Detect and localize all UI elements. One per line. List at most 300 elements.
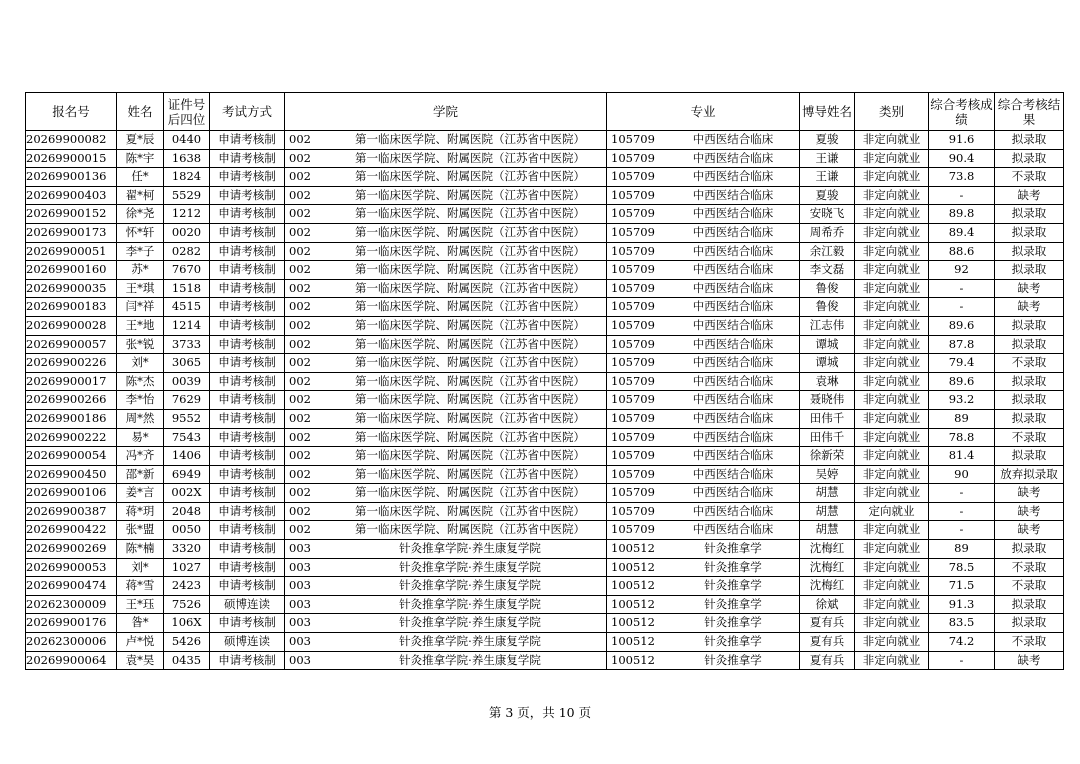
cell-id-last4: 9552: [164, 409, 210, 428]
major-code: 105709: [611, 522, 655, 537]
table-row: [26, 651, 1064, 670]
major-name: 中西医结合临床: [692, 224, 774, 239]
college-code: 003: [289, 578, 311, 593]
college-code: 002: [289, 150, 311, 165]
cell-score: 93.2: [929, 391, 995, 410]
college-name: 第一临床医学院、附属医院（江苏省中医院）: [355, 243, 585, 258]
cell-reg-no: 20269900028: [26, 316, 117, 335]
major-code: 105709: [611, 392, 655, 407]
cell-score: 89.4: [929, 223, 995, 242]
cell-result: 不录取: [995, 428, 1064, 447]
cell-college: [285, 335, 607, 354]
cell-reg-no: 20269900176: [26, 614, 117, 633]
table-row: [26, 168, 1064, 187]
college-code: 002: [289, 299, 311, 314]
cell-category: 非定向就业: [855, 223, 929, 242]
cell-major: [607, 186, 800, 205]
major-name: 中西医结合临床: [692, 429, 774, 444]
college-code: 002: [289, 280, 311, 295]
major-code: 105709: [611, 169, 655, 184]
college-code: 003: [289, 559, 311, 574]
cell-score: -: [929, 651, 995, 670]
cell-supervisor: 鲁俊: [800, 279, 855, 298]
college-name: 第一临床医学院、附属医院（江苏省中医院）: [355, 206, 585, 221]
cell-college: [285, 428, 607, 447]
cell-category: 非定向就业: [855, 465, 929, 484]
cell-exam-mode: 申请考核制: [210, 502, 285, 521]
major-name: 中西医结合临床: [692, 206, 774, 221]
college-name: 第一临床医学院、附属医院（江苏省中医院）: [355, 503, 585, 518]
cell-college: [285, 614, 607, 633]
table-header-row: [26, 93, 1064, 131]
cell-exam-mode: 硕博连读: [210, 595, 285, 614]
cell-result: 不录取: [995, 354, 1064, 373]
cell-score: 83.5: [929, 614, 995, 633]
major-code: 105709: [611, 224, 655, 239]
major-name: 中西医结合临床: [692, 317, 774, 332]
college-code: 002: [289, 224, 311, 239]
cell-supervisor: 沈梅红: [800, 558, 855, 577]
cell-score: 79.4: [929, 354, 995, 373]
cell-college: [285, 391, 607, 410]
college-name: 第一临床医学院、附属医院（江苏省中医院）: [355, 392, 585, 407]
cell-college: [285, 261, 607, 280]
cell-supervisor: 王谦: [800, 168, 855, 187]
college-name: 针灸推拿学院·养生康复学院: [399, 541, 541, 556]
cell-college: [285, 447, 607, 466]
cell-supervisor: 周希乔: [800, 223, 855, 242]
cell-id-last4: 5426: [164, 633, 210, 652]
college-code: 002: [289, 262, 311, 277]
college-code: 003: [289, 541, 311, 556]
cell-name: 姜*言: [117, 484, 164, 503]
cell-major: [607, 242, 800, 261]
cell-id-last4: 1214: [164, 316, 210, 335]
cell-id-last4: 0020: [164, 223, 210, 242]
major-name: 针灸推拿学: [704, 634, 762, 649]
cell-result: 拟录取: [995, 540, 1064, 559]
cell-name: 陈*宇: [117, 149, 164, 168]
college-code: 002: [289, 448, 311, 463]
cell-score: 91.6: [929, 131, 995, 150]
cell-id-last4: 1518: [164, 279, 210, 298]
cell-score: -: [929, 298, 995, 317]
major-code: 105709: [611, 373, 655, 388]
cell-exam-mode: 申请考核制: [210, 316, 285, 335]
cell-supervisor: 徐斌: [800, 595, 855, 614]
table-row: [26, 428, 1064, 447]
cell-id-last4: 0435: [164, 651, 210, 670]
cell-major: [607, 409, 800, 428]
header-reg-no: 报名号: [26, 93, 117, 131]
cell-name: 王*地: [117, 316, 164, 335]
cell-supervisor: 谭城: [800, 354, 855, 373]
table-row: [26, 614, 1064, 633]
table-row: [26, 521, 1064, 540]
cell-major: [607, 633, 800, 652]
table-row: [26, 465, 1064, 484]
cell-exam-mode: 申请考核制: [210, 335, 285, 354]
cell-result: 拟录取: [995, 261, 1064, 280]
cell-college: [285, 633, 607, 652]
cell-major: [607, 521, 800, 540]
cell-name: 邵*新: [117, 465, 164, 484]
cell-college: [285, 540, 607, 559]
cell-supervisor: 王谦: [800, 149, 855, 168]
major-code: 100512: [611, 652, 655, 667]
college-name: 第一临床医学院、附属医院（江苏省中医院）: [355, 485, 585, 500]
cell-category: 非定向就业: [855, 186, 929, 205]
table-row: [26, 558, 1064, 577]
cell-id-last4: 0282: [164, 242, 210, 261]
major-code: 100512: [611, 578, 655, 593]
cell-reg-no: 20269900017: [26, 372, 117, 391]
cell-major: [607, 465, 800, 484]
header-id-last4: 证件号后四位: [164, 93, 210, 131]
cell-college: [285, 558, 607, 577]
cell-result: 缺考: [995, 298, 1064, 317]
table-row: [26, 447, 1064, 466]
cell-reg-no: 20269900222: [26, 428, 117, 447]
cell-supervisor: 夏有兵: [800, 614, 855, 633]
header-name: 姓名: [117, 93, 164, 131]
cell-college: [285, 577, 607, 596]
cell-major: [607, 447, 800, 466]
header-major: 专业: [607, 93, 800, 131]
cell-college: [285, 316, 607, 335]
major-name: 中西医结合临床: [692, 299, 774, 314]
cell-supervisor: 安晓飞: [800, 205, 855, 224]
cell-score: 92: [929, 261, 995, 280]
cell-supervisor: 袁琳: [800, 372, 855, 391]
major-name: 中西医结合临床: [692, 522, 774, 537]
cell-college: [285, 149, 607, 168]
cell-name: 周*然: [117, 409, 164, 428]
table-row: [26, 354, 1064, 373]
header-college: 学院: [285, 93, 607, 131]
table-row: [26, 298, 1064, 317]
cell-exam-mode: 申请考核制: [210, 521, 285, 540]
college-name: 第一临床医学院、附属医院（江苏省中医院）: [355, 317, 585, 332]
cell-exam-mode: 申请考核制: [210, 223, 285, 242]
major-code: 105709: [611, 206, 655, 221]
cell-score: 78.5: [929, 558, 995, 577]
major-code: 105709: [611, 466, 655, 481]
cell-supervisor: 李文磊: [800, 261, 855, 280]
college-code: 002: [289, 355, 311, 370]
cell-college: [285, 595, 607, 614]
cell-category: 非定向就业: [855, 521, 929, 540]
cell-name: 张*盟: [117, 521, 164, 540]
major-name: 中西医结合临床: [692, 373, 774, 388]
cell-college: [285, 651, 607, 670]
header-exam-mode: 考试方式: [210, 93, 285, 131]
cell-major: [607, 540, 800, 559]
cell-supervisor: 夏有兵: [800, 633, 855, 652]
cell-supervisor: 田伟千: [800, 428, 855, 447]
cell-college: [285, 409, 607, 428]
cell-score: 87.8: [929, 335, 995, 354]
header-supervisor: 博导姓名: [800, 93, 855, 131]
cell-category: 非定向就业: [855, 354, 929, 373]
cell-category: 非定向就业: [855, 149, 929, 168]
table-row: [26, 484, 1064, 503]
cell-reg-no: 20269900106: [26, 484, 117, 503]
cell-id-last4: 0440: [164, 131, 210, 150]
cell-result: 拟录取: [995, 223, 1064, 242]
college-code: 002: [289, 243, 311, 258]
table-row: [26, 205, 1064, 224]
college-code: 003: [289, 596, 311, 611]
cell-id-last4: 7670: [164, 261, 210, 280]
cell-id-last4: 7629: [164, 391, 210, 410]
college-name: 针灸推拿学院·养生康复学院: [399, 596, 541, 611]
cell-category: 非定向就业: [855, 261, 929, 280]
cell-category: 非定向就业: [855, 633, 929, 652]
header-category: 类别: [855, 93, 929, 131]
cell-major: [607, 354, 800, 373]
cell-college: [285, 465, 607, 484]
major-name: 针灸推拿学: [704, 615, 762, 630]
college-code: 002: [289, 336, 311, 351]
cell-result: 缺考: [995, 651, 1064, 670]
cell-major: [607, 205, 800, 224]
cell-college: [285, 298, 607, 317]
cell-category: 非定向就业: [855, 595, 929, 614]
college-name: 第一临床医学院、附属医院（江苏省中医院）: [355, 187, 585, 202]
major-name: 中西医结合临床: [692, 150, 774, 165]
cell-exam-mode: 申请考核制: [210, 242, 285, 261]
table-row: [26, 391, 1064, 410]
cell-score: 81.4: [929, 447, 995, 466]
college-name: 第一临床医学院、附属医院（江苏省中医院）: [355, 355, 585, 370]
cell-id-last4: 3733: [164, 335, 210, 354]
cell-id-last4: 1212: [164, 205, 210, 224]
cell-reg-no: 20269900057: [26, 335, 117, 354]
college-code: 002: [289, 169, 311, 184]
college-name: 第一临床医学院、附属医院（江苏省中医院）: [355, 280, 585, 295]
cell-supervisor: 胡慧: [800, 484, 855, 503]
major-name: 针灸推拿学: [704, 596, 762, 611]
major-code: 105709: [611, 132, 655, 146]
major-name: 中西医结合临床: [692, 448, 774, 463]
cell-score: 91.3: [929, 595, 995, 614]
major-code: 100512: [611, 559, 655, 574]
cell-reg-no: 20269900450: [26, 465, 117, 484]
table-row: [26, 409, 1064, 428]
cell-college: [285, 354, 607, 373]
major-name: 中西医结合临床: [692, 355, 774, 370]
college-code: 002: [289, 429, 311, 444]
cell-score: 90.4: [929, 149, 995, 168]
major-code: 105709: [611, 448, 655, 463]
cell-result: 拟录取: [995, 242, 1064, 261]
major-code: 105709: [611, 355, 655, 370]
cell-result: 不录取: [995, 633, 1064, 652]
cell-name: 怀*轩: [117, 223, 164, 242]
cell-name: 蒋*玥: [117, 502, 164, 521]
cell-major: [607, 502, 800, 521]
cell-result: 拟录取: [995, 205, 1064, 224]
cell-supervisor: 鲁俊: [800, 298, 855, 317]
cell-name: 李*怡: [117, 391, 164, 410]
cell-supervisor: 胡慧: [800, 521, 855, 540]
college-code: 002: [289, 132, 311, 146]
cell-exam-mode: 申请考核制: [210, 372, 285, 391]
cell-supervisor: 夏骏: [800, 186, 855, 205]
cell-id-last4: 2423: [164, 577, 210, 596]
cell-supervisor: 夏骏: [800, 131, 855, 150]
cell-name: 冯*齐: [117, 447, 164, 466]
college-name: 针灸推拿学院·养生康复学院: [399, 652, 541, 667]
major-code: 105709: [611, 336, 655, 351]
cell-major: [607, 614, 800, 633]
college-code: 003: [289, 634, 311, 649]
cell-category: 非定向就业: [855, 577, 929, 596]
cell-category: 非定向就业: [855, 131, 929, 150]
major-name: 中西医结合临床: [692, 392, 774, 407]
cell-result: 拟录取: [995, 131, 1064, 150]
major-code: 105709: [611, 317, 655, 332]
cell-result: 不录取: [995, 577, 1064, 596]
cell-supervisor: 江志伟: [800, 316, 855, 335]
major-name: 中西医结合临床: [692, 410, 774, 425]
major-code: 105709: [611, 299, 655, 314]
cell-major: [607, 298, 800, 317]
college-name: 针灸推拿学院·养生康复学院: [399, 578, 541, 593]
cell-name: 徐*尧: [117, 205, 164, 224]
college-code: 002: [289, 373, 311, 388]
cell-college: [285, 279, 607, 298]
cell-name: 陈*杰: [117, 372, 164, 391]
cell-score: -: [929, 484, 995, 503]
cell-category: 非定向就业: [855, 484, 929, 503]
cell-result: 拟录取: [995, 614, 1064, 633]
cell-reg-no: 20269900422: [26, 521, 117, 540]
table-row: [26, 372, 1064, 391]
cell-result: 拟录取: [995, 595, 1064, 614]
cell-major: [607, 372, 800, 391]
cell-category: 非定向就业: [855, 298, 929, 317]
cell-category: 非定向就业: [855, 372, 929, 391]
college-code: 003: [289, 652, 311, 667]
cell-exam-mode: 申请考核制: [210, 558, 285, 577]
cell-major: [607, 391, 800, 410]
cell-result: 拟录取: [995, 409, 1064, 428]
cell-score: 89: [929, 409, 995, 428]
cell-result: 拟录取: [995, 335, 1064, 354]
cell-supervisor: 谭城: [800, 335, 855, 354]
table-row: [26, 242, 1064, 261]
cell-name: 夏*辰: [117, 131, 164, 150]
major-code: 105709: [611, 262, 655, 277]
cell-name: 闫*祥: [117, 298, 164, 317]
cell-name: 翟*柯: [117, 186, 164, 205]
cell-reg-no: 20269900183: [26, 298, 117, 317]
table-row: [26, 223, 1064, 242]
major-name: 中西医结合临床: [692, 485, 774, 500]
cell-college: [285, 502, 607, 521]
cell-major: [607, 316, 800, 335]
cell-name: 王*珏: [117, 595, 164, 614]
cell-score: 88.6: [929, 242, 995, 261]
cell-major: [607, 558, 800, 577]
cell-major: [607, 261, 800, 280]
cell-exam-mode: 申请考核制: [210, 279, 285, 298]
major-code: 100512: [611, 596, 655, 611]
cell-category: 非定向就业: [855, 540, 929, 559]
cell-score: 89: [929, 540, 995, 559]
cell-id-last4: 6949: [164, 465, 210, 484]
table-row: [26, 316, 1064, 335]
cell-id-last4: 2048: [164, 502, 210, 521]
cell-exam-mode: 申请考核制: [210, 651, 285, 670]
major-code: 105709: [611, 503, 655, 518]
cell-exam-mode: 申请考核制: [210, 484, 285, 503]
college-name: 第一临床医学院、附属医院（江苏省中医院）: [355, 448, 585, 463]
table-row: [26, 595, 1064, 614]
cell-result: 缺考: [995, 484, 1064, 503]
cell-college: [285, 223, 607, 242]
cell-college: [285, 186, 607, 205]
cell-category: 非定向就业: [855, 316, 929, 335]
cell-exam-mode: 申请考核制: [210, 205, 285, 224]
major-name: 中西医结合临床: [692, 466, 774, 481]
cell-id-last4: 3320: [164, 540, 210, 559]
cell-name: 蒋*雪: [117, 577, 164, 596]
table-row: [26, 633, 1064, 652]
cell-category: 非定向就业: [855, 335, 929, 354]
cell-category: 非定向就业: [855, 428, 929, 447]
cell-score: -: [929, 502, 995, 521]
cell-reg-no: 20269900054: [26, 447, 117, 466]
cell-exam-mode: 申请考核制: [210, 261, 285, 280]
college-code: 003: [289, 615, 311, 630]
cell-score: 73.8: [929, 168, 995, 187]
cell-reg-no: 20269900082: [26, 131, 117, 150]
table-row: [26, 577, 1064, 596]
cell-result: 缺考: [995, 279, 1064, 298]
major-code: 105709: [611, 429, 655, 444]
cell-name: 李*子: [117, 242, 164, 261]
college-name: 第一临床医学院、附属医院（江苏省中医院）: [355, 132, 585, 146]
cell-reg-no: 20269900186: [26, 409, 117, 428]
major-name: 针灸推拿学: [704, 541, 762, 556]
cell-reg-no: 20269900064: [26, 651, 117, 670]
college-code: 002: [289, 317, 311, 332]
cell-score: -: [929, 279, 995, 298]
major-name: 中西医结合临床: [692, 187, 774, 202]
cell-college: [285, 484, 607, 503]
cell-major: [607, 223, 800, 242]
cell-reg-no: 20269900015: [26, 149, 117, 168]
cell-reg-no: 20269900387: [26, 502, 117, 521]
cell-reg-no: 20269900226: [26, 354, 117, 373]
admission-results-table: [25, 92, 1064, 670]
cell-exam-mode: 申请考核制: [210, 447, 285, 466]
table-row: [26, 279, 1064, 298]
major-name: 中西医结合临床: [692, 169, 774, 184]
cell-category: 非定向就业: [855, 409, 929, 428]
cell-result: 拟录取: [995, 391, 1064, 410]
cell-score: 74.2: [929, 633, 995, 652]
college-name: 第一临床医学院、附属医院（江苏省中医院）: [355, 299, 585, 314]
college-code: 002: [289, 522, 311, 537]
cell-supervisor: 余江毅: [800, 242, 855, 261]
cell-reg-no: 20269900160: [26, 261, 117, 280]
cell-exam-mode: 申请考核制: [210, 614, 285, 633]
major-code: 105709: [611, 410, 655, 425]
